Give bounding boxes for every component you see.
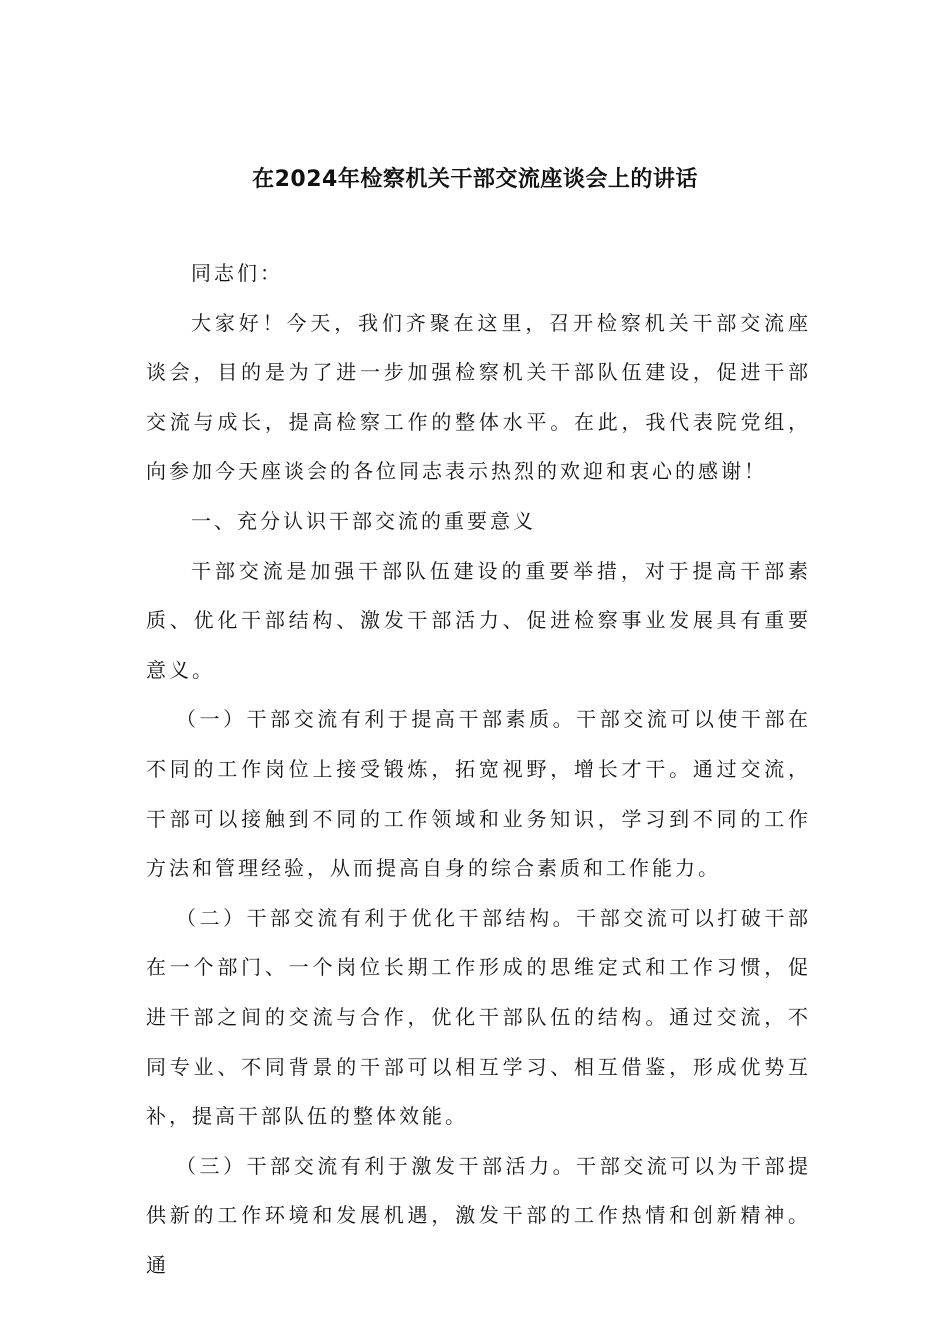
document-title: 在2024年检察机关干部交流座谈会上的讲话 xyxy=(252,167,698,192)
paragraph-point-1: （一）干部交流有利于提高干部素质。干部交流可以使干部在不同的工作岗位上接受锻炼，拓宽视野，增长才干。通过交流，干部可以接触到不同的工作领域和业务知识，学习到不同的工作方法和管理经验，从而提高自身的综合素质和工作能力。 xyxy=(146,707,811,881)
section-heading: 一、充分认识干部交流的重要意义 xyxy=(191,508,536,533)
salutation: 同志们： xyxy=(191,261,283,285)
paragraph-point-2: （二）干部交流有利于优化干部结构。干部交流可以打破干部在一个部门、一个岗位长期工作形成的思维定式和工作习惯，促进干部之间的交流与合作，优化干部队伍的结构。通过交流，不同专业、不同背景的干部可以相互学习、相互借鉴，形成优势互补，提高干部队伍的整体效能。 xyxy=(146,905,811,1129)
paragraph-opening: 大家好！今天，我们齐聚在这里，召开检察机关干部交流座谈会，目的是为了进一步加强检察机关干部队伍建设，促进干部交流与成长，提高检察工作的整体水平。在此，我代表院党组，向参加今天座谈会的各位同志表示热烈的欢迎和衷心的感谢！ xyxy=(146,310,811,484)
paragraph-section-intro: 干部交流是加强干部队伍建设的重要举措，对于提高干部素质、优化干部结构、激发干部活力、促进检察事业发展具有重要意义。 xyxy=(146,558,811,682)
paragraph-point-3: （三）干部交流有利于激发干部活力。干部交流可以为干部提供新的工作环境和发展机遇，激发干部的工作热情和创新精神。通 xyxy=(146,1153,811,1277)
document-body xyxy=(146,249,811,1290)
